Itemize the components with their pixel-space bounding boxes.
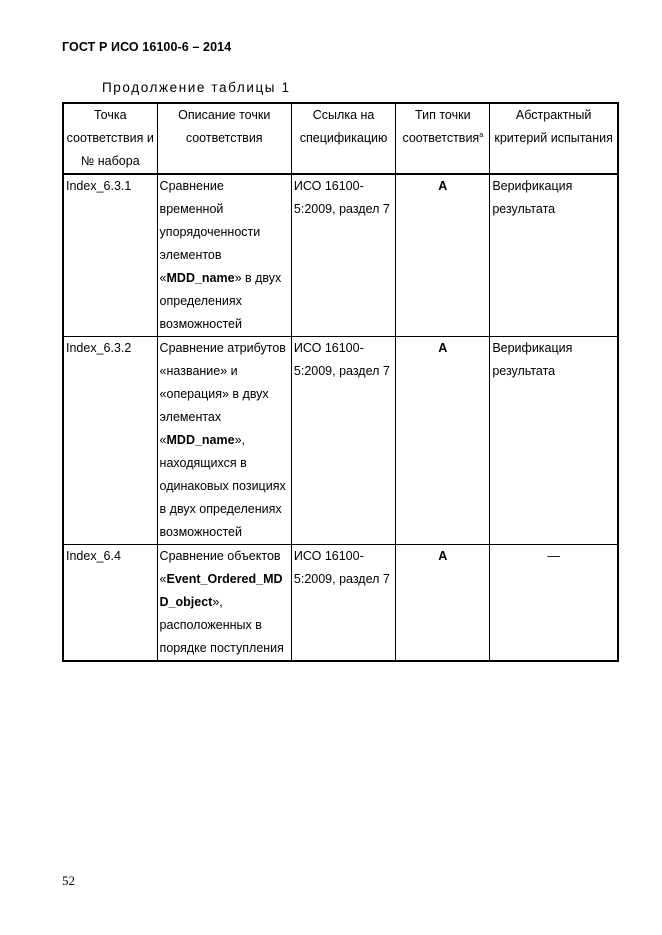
cell-type: A (396, 337, 490, 545)
header-description: Описание точки соответствия (157, 103, 291, 174)
table-row (63, 545, 618, 662)
cell-reference: ИСО 16100-5:2009, раздел 7 (291, 174, 395, 337)
cell-criterion: — (490, 545, 618, 662)
desc-text: Сравнение временной упорядоченности элементов « (159, 179, 261, 285)
cell-description (157, 174, 291, 337)
cell-criterion: Верификация результата (490, 174, 618, 337)
cell-type: A (396, 545, 490, 662)
table-caption: Продолжение таблицы 1 (102, 80, 291, 95)
header-point: Точка соответствия и № набора (63, 103, 157, 174)
cell-point: Index_6.3.2 (63, 337, 157, 545)
header-type-text: Тип точки соответствия (402, 108, 480, 145)
cell-point: Index_6.4 (63, 545, 157, 662)
header-criterion: Абстрактный критерий испытания (490, 103, 618, 174)
header-type (396, 103, 490, 174)
cell-type: A (396, 174, 490, 337)
cell-reference: ИСО 16100-5:2009, раздел 7 (291, 337, 395, 545)
table-header-row (63, 103, 618, 174)
desc-text: Сравнение атрибутов «название» и «операция» в двух элементах « (159, 341, 286, 447)
desc-text: Сравнение объектов « (159, 549, 281, 586)
table-row (63, 174, 618, 337)
desc-bold: MDD_name (166, 433, 235, 447)
cell-point: Index_6.3.1 (63, 174, 157, 337)
desc-bold: Event_Ordered_MDD_object (159, 572, 283, 609)
desc-text: », находящихся в одинаковых позициях в двух определениях возможностей (159, 433, 286, 539)
page-number: 52 (62, 873, 75, 888)
header-reference: Ссылка на спецификацию (291, 103, 395, 174)
cell-reference: ИСО 16100-5:2009, раздел 7 (291, 545, 395, 662)
cell-description (157, 545, 291, 662)
header-type-footnote-mark: а (479, 132, 484, 139)
desc-text: », расположенных в порядке поступления (159, 595, 284, 655)
conformance-table (62, 102, 619, 662)
document-header: ГОСТ Р ИСО 16100-6 – 2014 (62, 40, 232, 54)
desc-text: » в двух определениях возможностей (159, 271, 282, 331)
cell-description (157, 337, 291, 545)
table-row (63, 337, 618, 545)
cell-criterion: Верификация результата (490, 337, 618, 545)
desc-bold: MDD_name (166, 271, 235, 285)
